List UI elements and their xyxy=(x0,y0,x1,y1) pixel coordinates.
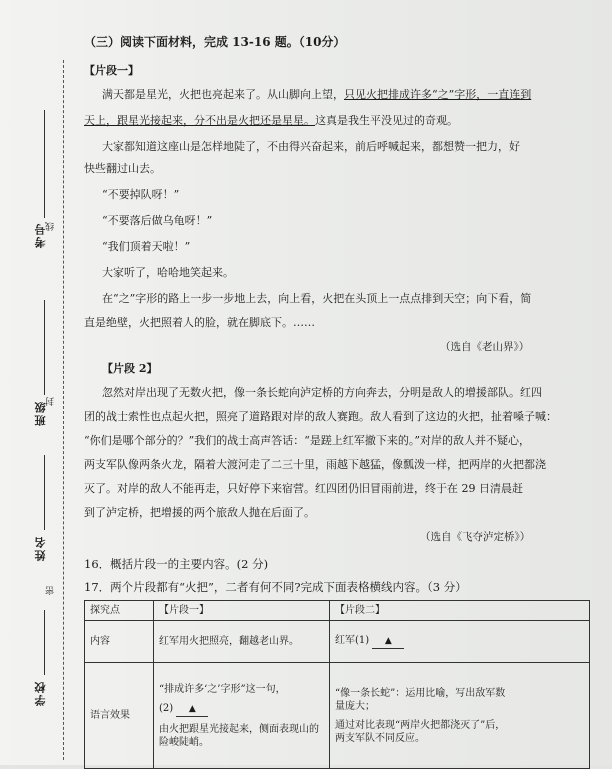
language-p1-line1: “排成许多‘之’字形”这一句， xyxy=(159,683,286,695)
table-header-cell: 探究点 xyxy=(85,601,154,621)
content-passage2-prefix: 红军(1) xyxy=(335,635,370,646)
triangle-icon: ▲ xyxy=(384,636,392,646)
table-header-cell: 【片段二】 xyxy=(330,601,590,621)
passage1-p4-line2: 直是绝壁，火把照着人的脸，就在脚底下。…… xyxy=(84,316,315,329)
binding-margin-rule xyxy=(63,60,65,760)
table-row-content xyxy=(85,621,590,663)
language-passage1-cell xyxy=(154,663,330,769)
passage1-p4-line1: 在“之”字形的路上一步一步地上去，向上看，火把在头顶上一点点排到天空；向下看，简 xyxy=(102,292,532,305)
passage1-underlined-c: 天上，跟星光接起来，分不出是火把还是星星。 xyxy=(84,114,315,127)
margin-fill-line-banji xyxy=(44,300,45,395)
passage1-quote1: “不要掉队呀！” xyxy=(102,188,180,201)
margin-fill-line-xingming xyxy=(44,455,45,530)
language-p2-line4: 两支军队不同反应。 xyxy=(335,732,425,744)
margin-label-mi: 密 xyxy=(46,584,56,595)
answer-blank-1[interactable] xyxy=(372,634,404,649)
passage2-source: （选自《飞夺泸定桥》） xyxy=(420,531,531,543)
margin-label-banji: 班级 xyxy=(34,400,47,426)
comparison-table xyxy=(84,600,590,769)
question-17: 17．两个片段都有“火把”，二者有何不同?完成下面表格横线内容。（3 分） xyxy=(84,580,467,594)
passage2-line1: 忽然对岸出现了无数火把，像一条长蛇向泸定桥的方向奔去，分明是敌人的增援部队。红四 xyxy=(102,386,542,399)
passage2-line3: “你们是哪个部分的？”我们的战士高声答话：“是蹉上红军撤下来的。”对岸的敌人并不疑心， xyxy=(84,434,530,447)
language-p2-line2: 量庞大； xyxy=(335,700,375,712)
triangle-icon: ▲ xyxy=(188,703,196,714)
passage1-line2 xyxy=(84,114,458,128)
margin-label-feng: 封 xyxy=(46,395,56,406)
passage2-line2: 团的战士索性也点起火把，照亮了道路跟对岸的敌人赛跑。敌人看到了这边的火把，扯着嗓子喊： xyxy=(84,410,557,423)
passage2-line5: 灭了。对岸的敌人不能再走，只好停下来宿营。红四团仍旧冒雨前进，终于在 29 日清晨赶 xyxy=(84,482,523,495)
margin-label-kaohao: 考号 xyxy=(34,222,47,248)
table-row-language xyxy=(85,663,590,769)
table-header-row xyxy=(85,601,590,621)
passage1-text-a: 满天都是星光，火把也亮起来了。从山脚向上望， xyxy=(102,88,344,101)
language-p1-line4: 险峻陡峭。 xyxy=(159,736,209,748)
question-16: 16．概括片段一的主要内容。(2 分) xyxy=(84,557,269,571)
language-p1-blank-label: (2) xyxy=(159,702,174,714)
content-passage1-cell: 红军用火把照亮，翻越老山界。 xyxy=(154,621,330,663)
passage1-underlined-b: 只见火把排成许多“之”字形，一直连到 xyxy=(344,88,532,101)
row-label-content: 内容 xyxy=(85,621,154,663)
passage2-line6: 到了泸定桥，把增援的两个旅敌人抛在后面了。 xyxy=(84,506,315,519)
passage2-label: 【片段 2】 xyxy=(102,362,158,375)
passage1-label: 【片段一】 xyxy=(84,64,139,77)
passage1-p2-line2: 快些翻过山去。 xyxy=(84,162,161,175)
language-p1-blank-line xyxy=(159,702,324,717)
section-header: （三）阅读下面材料，完成 13-16 题。（10分） xyxy=(84,35,346,49)
answer-blank-2[interactable] xyxy=(176,702,208,717)
passage1-line1 xyxy=(102,88,531,102)
margin-fill-line-kaohao xyxy=(44,110,45,218)
passage1-quote3: “我们顶着天啦！” xyxy=(102,240,191,253)
row-label-language: 语言效果 xyxy=(85,663,154,769)
table-header-cell: 【片段一】 xyxy=(154,601,330,621)
language-p2-line1: “像一条长蛇”：运用比喻，写出敌军数 xyxy=(335,687,506,699)
passage1-text-d: 这真是我生平没见过的奇观。 xyxy=(315,114,458,127)
passage1-source: （选自《老山界》） xyxy=(440,341,530,353)
margin-label-xuexiao: 学校 xyxy=(34,680,47,706)
language-p1-line3: 由火把跟星光接起来，侧面表现山的 xyxy=(159,723,319,735)
passage1-quote2: “不要落后做乌龟呀！” xyxy=(102,214,213,227)
language-passage2-cell xyxy=(330,663,590,769)
passage1-p3: 大家听了，哈哈地笑起来。 xyxy=(102,266,234,279)
language-p2-line3: 通过对比表现“两岸火把都浇灭了”后， xyxy=(335,719,506,731)
content-passage2-cell xyxy=(330,621,590,663)
margin-label-xian: 线 xyxy=(46,220,56,231)
margin-label-xingming: 姓名 xyxy=(34,535,47,561)
margin-fill-line-xuexiao xyxy=(44,610,45,675)
passage1-p2-line1: 大家都知道这座山是怎样地陡了，不由得兴奋起来，前后呼喊起来，都想赞一把力，好 xyxy=(102,140,520,153)
passage2-line4: 两支军队像两条火龙，隔着大渡河走了二三十里，雨越下越猛，像瓢泼一样，把两岸的火把都浇 xyxy=(84,458,546,471)
